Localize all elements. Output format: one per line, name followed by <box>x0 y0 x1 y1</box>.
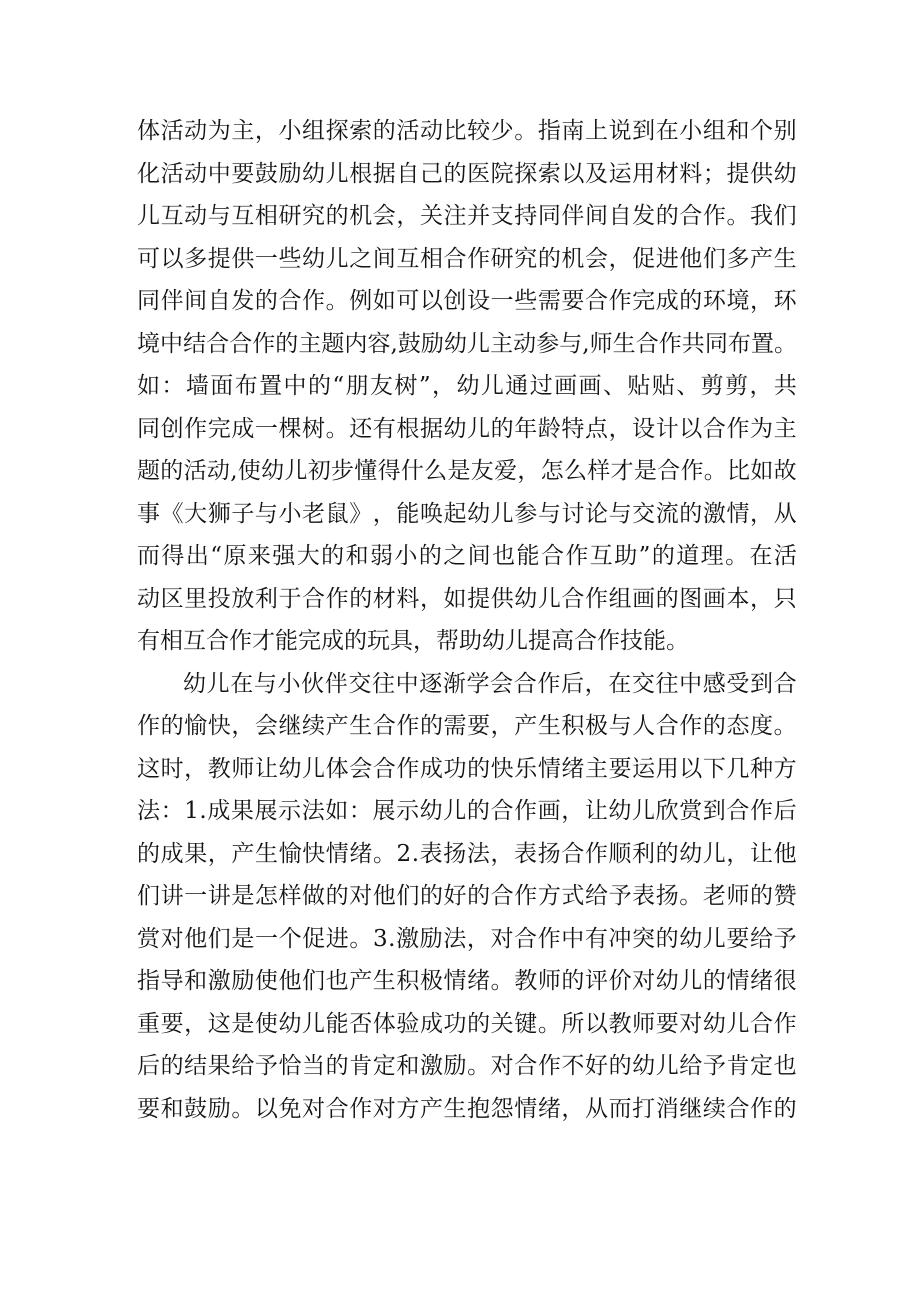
text-line: 赏 对 他 们 是 一 个 促 进 。 3 . 激 励 法 ， 对 合 作 中 有 冲 突 的 幼 儿 要 给 予 <box>137 925 797 952</box>
text-line: 这 时 ， 教 师 让 幼 儿 体 会 合 作 成 功 的 快 乐 情 绪 主 要 运 用 以 下 几 种 方 <box>137 755 797 782</box>
text-line: 重 要 ， 这 是 使 幼 儿 能 否 体 验 成 功 的 关 键 。 所 以 教 师 要 对 幼 儿 合 作 <box>137 1010 797 1037</box>
text-line: 的 成 果 ， 产 生 愉 快 情 绪 。 2 . 表 扬 法 ， 表 扬 合 作 顺 利 的 幼 儿 ， 让 他 <box>137 840 797 867</box>
text-line: 境 中 结 合 合 作 的 主 题 内 容 , 鼓 励 幼 儿 主 动 参 与 , 师 生 合 作 共 同 布 置 。 <box>137 330 797 357</box>
text-line: 指 导 和 激 励 使 他 们 也 产 生 积 极 情 绪 。 教 师 的 评 价 对 幼 儿 的 情 绪 很 <box>137 968 797 994</box>
text-line: 同 伴 间 自 发 的 合 作 。 例 如 可 以 创 设 一 些 需 要 合 作 完 成 的 环 境 ， 环 <box>137 288 797 314</box>
paragraph-1 <box>137 110 797 663</box>
text-line: 事 《 大 狮 子 与 小 老 鼠 》 ， 能 唤 起 幼 儿 参 与 讨 论 与 交 流 的 激 情 ， 从 <box>137 500 797 527</box>
text-line: 动 区 里 投 放 利 于 合 作 的 材 料 ， 如 提 供 幼 儿 合 作 组 画 的 图 画 本 ， 只 <box>137 585 797 612</box>
text-line: 化 活 动 中 要 鼓 励 幼 儿 根 据 自 己 的 医 院 探 索 以 及 运 用 材 料 ； 提 供 幼 <box>137 160 797 187</box>
text-line: 有相互合作才能完成的玩具，帮助幼儿提高合作技能。 <box>137 628 689 654</box>
text-line: 要 和 鼓 励 。 以 免 对 合 作 对 方 产 生 抱 怨 情 绪 ， 从 而 打 消 继 续 合 作 的 <box>137 1095 797 1122</box>
text-line: 体 活 动 为 主 ， 小 组 探 索 的 活 动 比 较 少 。 指 南 上 说 到 在 小 组 和 个 别 <box>137 118 797 144</box>
text-line: 后 的 结 果 给 予 恰 当 的 肯 定 和 激 励 。 对 合 作 不 好 的 幼 儿 给 予 肯 定 也 <box>137 1053 797 1079</box>
text-line: 题 的 活 动 , 使 幼 儿 初 步 懂 得 什 么 是 友 爱 ， 怎 么 样 才 是 合 作 。 比 如 故 <box>137 458 797 484</box>
text-line: 儿 互 动 与 互 相 研 究 的 机 会 ， 关 注 并 支 持 同 伴 间 自 发 的 合 作 。 我 们 <box>137 203 797 229</box>
text-line: 幼 儿 在 与 小 伙 伴 交 往 中 逐 渐 学 会 合 作 后 ， 在 交 往 中 感 受 到 合 <box>183 670 797 697</box>
text-line: 可 以 多 提 供 一 些 幼 儿 之 间 互 相 合 作 研 究 的 机 会 ， 促 进 他 们 多 产 生 <box>137 245 797 272</box>
text-line: 法 ： 1 . 成 果 展 示 法 如 ： 展 示 幼 儿 的 合 作 画 ， 让 幼 儿 欣 赏 到 合 作 后 <box>137 798 797 824</box>
body-text <box>137 110 797 1130</box>
text-line: 们 讲 一 讲 是 怎 样 做 的 对 他 们 的 好 的 合 作 方 式 给 予 表 扬 。 老 师 的 赞 <box>137 883 797 909</box>
paragraph-2 <box>137 663 797 1131</box>
text-line: 同 创 作 完 成 一 棵 树 。 还 有 根 据 幼 儿 的 年 龄 特 点 ， 设 计 以 合 作 为 主 <box>137 415 797 442</box>
text-line: 作 的 愉 快 ， 会 继 续 产 生 合 作 的 需 要 ， 产 生 积 极 与 人 合 作 的 态 度 。 <box>137 713 797 739</box>
text-line: 而 得 出 “ 原 来 强 大 的 和 弱 小 的 之 间 也 能 合 作 互 助 ” 的 道 理 。 在 活 <box>137 543 797 569</box>
text-line: 如 ： 墙 面 布 置 中 的 “ 朋 友 树 ” ， 幼 儿 通 过 画 画 、 贴 贴 、 剪 剪 ， 共 <box>137 373 797 399</box>
